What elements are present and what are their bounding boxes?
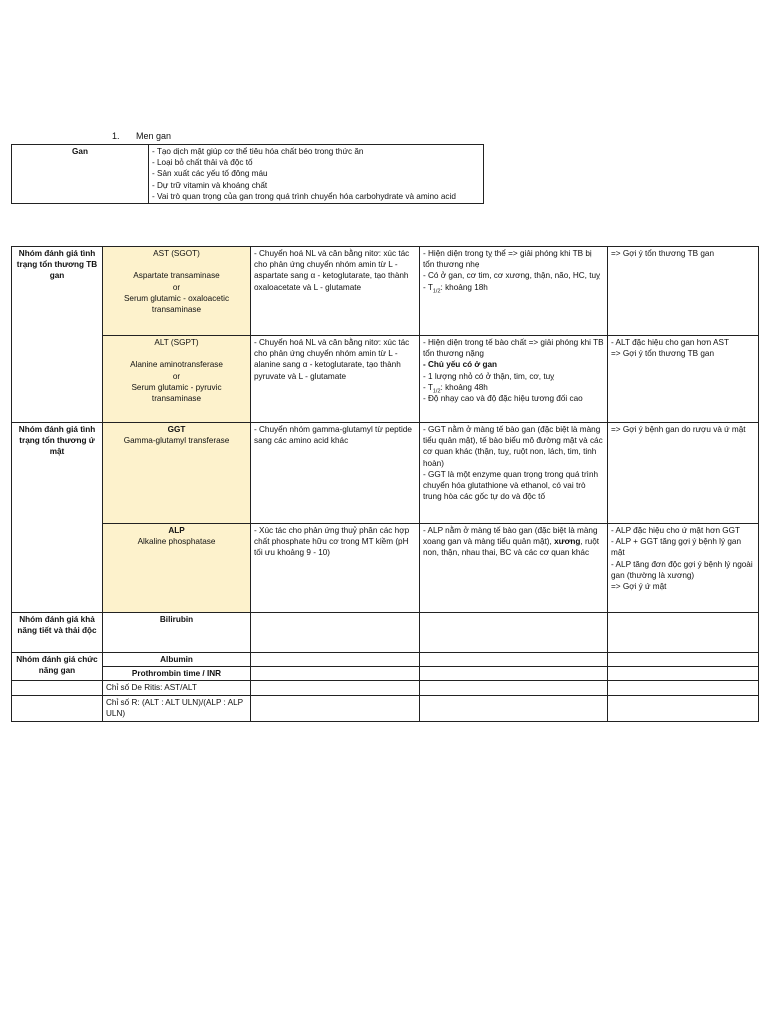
ggt-role: - GGT là một enzyme quan trọng trong quá trình chuyển hóa glutathione và ethanol, có vai trò trung hòa các gốc tự do và độc tố <box>423 469 599 502</box>
alt-sensitivity: - Độ nhạy cao và độ đặc hiệu tương đối cao <box>423 394 583 404</box>
ast-location: - Hiện diện trong tỵ thể => giải phóng khi TB bị tổn thương nhẹ <box>423 249 592 270</box>
list-item: - Sản xuất các yếu tố đông máu <box>152 169 268 179</box>
alt-full-name: Alanine aminotransferase <box>130 360 223 370</box>
ggt-location-cell <box>420 423 608 524</box>
alt-alt-name: Serum glutamic - pyruvic transaminase <box>131 382 222 404</box>
alp-meaning: - ALP đặc hiệu cho ứ mật hơn GGT <box>611 526 741 535</box>
ast-half-life: - $T_{1/2}$: khoảng 18h <box>423 282 488 295</box>
alp-suggestion: => Gợi ý ứ mật <box>611 582 667 592</box>
alt-main-organ: - Chủ yếu có ở gan <box>423 360 498 370</box>
alt-suggestion: => Gợi ý tổn thương TB gan <box>611 349 715 359</box>
r-ratio: Chỉ số R: (ALT : ALT ULN)/(ALP : ALP ULN) <box>103 695 251 721</box>
group-cholestasis: Nhóm đánh giá tình trạng tổn thương ứ mật <box>12 423 103 613</box>
alp-function: - Xúc tác cho phản ứng thuỷ phân các hợp chất phosphate hữu cơ trong MT kiềm (pH tối ưu khoảng 9 - 10) <box>251 524 420 613</box>
ggt-name: GGT <box>167 425 186 434</box>
alp-isolated-meaning: - ALP tăng đơn độc gợi ý bệnh lý ngoài gan (thường là xương) <box>611 559 753 580</box>
ast-name-cell <box>103 247 251 336</box>
alt-location-cell <box>420 336 608 423</box>
de-ritis-ratio: Chỉ số De Ritis: AST/ALT <box>103 681 251 695</box>
ast-location-cell <box>420 247 608 336</box>
alt-half-life: - $T_{1/2}$: khoảng 48h <box>423 382 488 395</box>
bilirubin: Bilirubin <box>103 613 251 653</box>
alp-name-cell <box>103 524 251 613</box>
list-item: - Dự trữ vitamin và khoáng chất <box>152 180 268 190</box>
table-row <box>12 613 759 653</box>
ggt-full-name: Gamma-glutamyl transferase <box>123 436 230 446</box>
list-item: - Vai trò quan trọng của gan trong quá trình chuyển hóa carbohydrate và amino acid <box>152 191 456 201</box>
alt-or: or <box>172 371 181 381</box>
ggt-location: - GGT nằm ở màng tế bào gan (đặc biệt là màng tiểu quản mật), tế bào biểu mô đường mật và các cơ quan khác (thận, tuỵ, ruột non, lách, tim, tinh hoàn) <box>423 425 603 468</box>
alt-location: - Hiện diện trong tế bào chất => giải phóng khi TB tổn thương nặng <box>423 338 604 359</box>
ast-function: - Chuyển hoá NL và cân bằng nitơ: xúc tác cho phản ứng chuyển nhóm amin từ L - aspartate sang α - ketoglutarate, tạo thành oxaloacetate và L - glutamate <box>251 247 420 336</box>
ast-name: AST (SGOT) <box>153 249 200 258</box>
gan-functions-cell <box>149 145 484 204</box>
ast-full-name: Aspartate transaminase <box>133 271 220 281</box>
ggt-function: - Chuyển nhóm gamma-glutamyl từ peptide sang các amino acid khác <box>251 423 420 524</box>
group-liver-cell: Nhóm đánh giá tình trạng tổn thương TB gan <box>12 247 103 423</box>
alp-full-name: Alkaline phosphatase <box>137 537 216 547</box>
list-item: - Loại bỏ chất thải và độc tố <box>152 158 253 168</box>
table-row <box>12 667 759 681</box>
liver-enzymes-table <box>11 246 759 722</box>
albumin: Albumin <box>103 653 251 667</box>
alt-organs: - 1 lượng nhỏ có ở thận, tim, cơ, tuỵ <box>423 371 555 381</box>
alp-name: ALP <box>168 526 185 535</box>
section-heading <box>112 131 171 142</box>
ggt-meaning: => Gợi ý bệnh gan do rượu và ứ mật <box>608 423 759 524</box>
table-row <box>12 524 759 613</box>
table-row <box>12 681 759 695</box>
liver-functions-table <box>11 144 484 204</box>
group-excretion: Nhóm đánh giá khả năng tiết và thải độc <box>12 613 103 653</box>
table-row <box>12 247 759 336</box>
ast-or: or <box>172 282 181 292</box>
alp-location: - ALP nằm ở màng tế bào gan (đặc biệt là màng xoang gan và màng tiểu quản mật), xương, ruột non, thận, nhau thai, BC và các cơ quan khác <box>420 524 608 613</box>
table-row <box>12 423 759 524</box>
gan-label: Gan <box>12 145 149 204</box>
ggt-name-cell <box>103 423 251 524</box>
prothrombin: Prothrombin time / INR <box>103 667 251 681</box>
ast-alt-name: Serum glutamic - oxaloacetic transaminase <box>123 293 230 315</box>
list-item: - Tạo dịch mật giúp cơ thể tiêu hóa chất béo trong thức ăn <box>152 147 364 156</box>
heading-title: Men gan <box>136 131 172 141</box>
alp-ggt-meaning: - ALP + GGT tăng gợi ý bệnh lý gan mật <box>611 537 742 558</box>
alp-meaning-cell <box>608 524 759 613</box>
table-row <box>12 695 759 721</box>
group-synthesis: Nhóm đánh giá chức năng gan <box>12 653 103 681</box>
table-row <box>12 336 759 423</box>
alt-meaning-cell <box>608 336 759 423</box>
heading-number: 1. <box>112 131 120 141</box>
alt-name-cell <box>103 336 251 423</box>
alt-meaning: - ALT đặc hiệu cho gan hơn AST <box>611 338 729 347</box>
alt-name: ALT (SGPT) <box>154 338 199 347</box>
ast-organs: - Có ở gan, cơ tim, cơ xương, thận, não, HC, tuỵ <box>423 271 601 281</box>
ast-meaning: => Gợi ý tổn thương TB gan <box>608 247 759 336</box>
table-row <box>12 145 484 204</box>
alt-function: - Chuyển hoá NL và cân bằng nitơ: xúc tác cho phản ứng chuyển nhóm amin từ L - alanine sang α - ketoglutarate, tạo thành pyruvate và L - glutamate <box>251 336 420 423</box>
table-row <box>12 653 759 667</box>
